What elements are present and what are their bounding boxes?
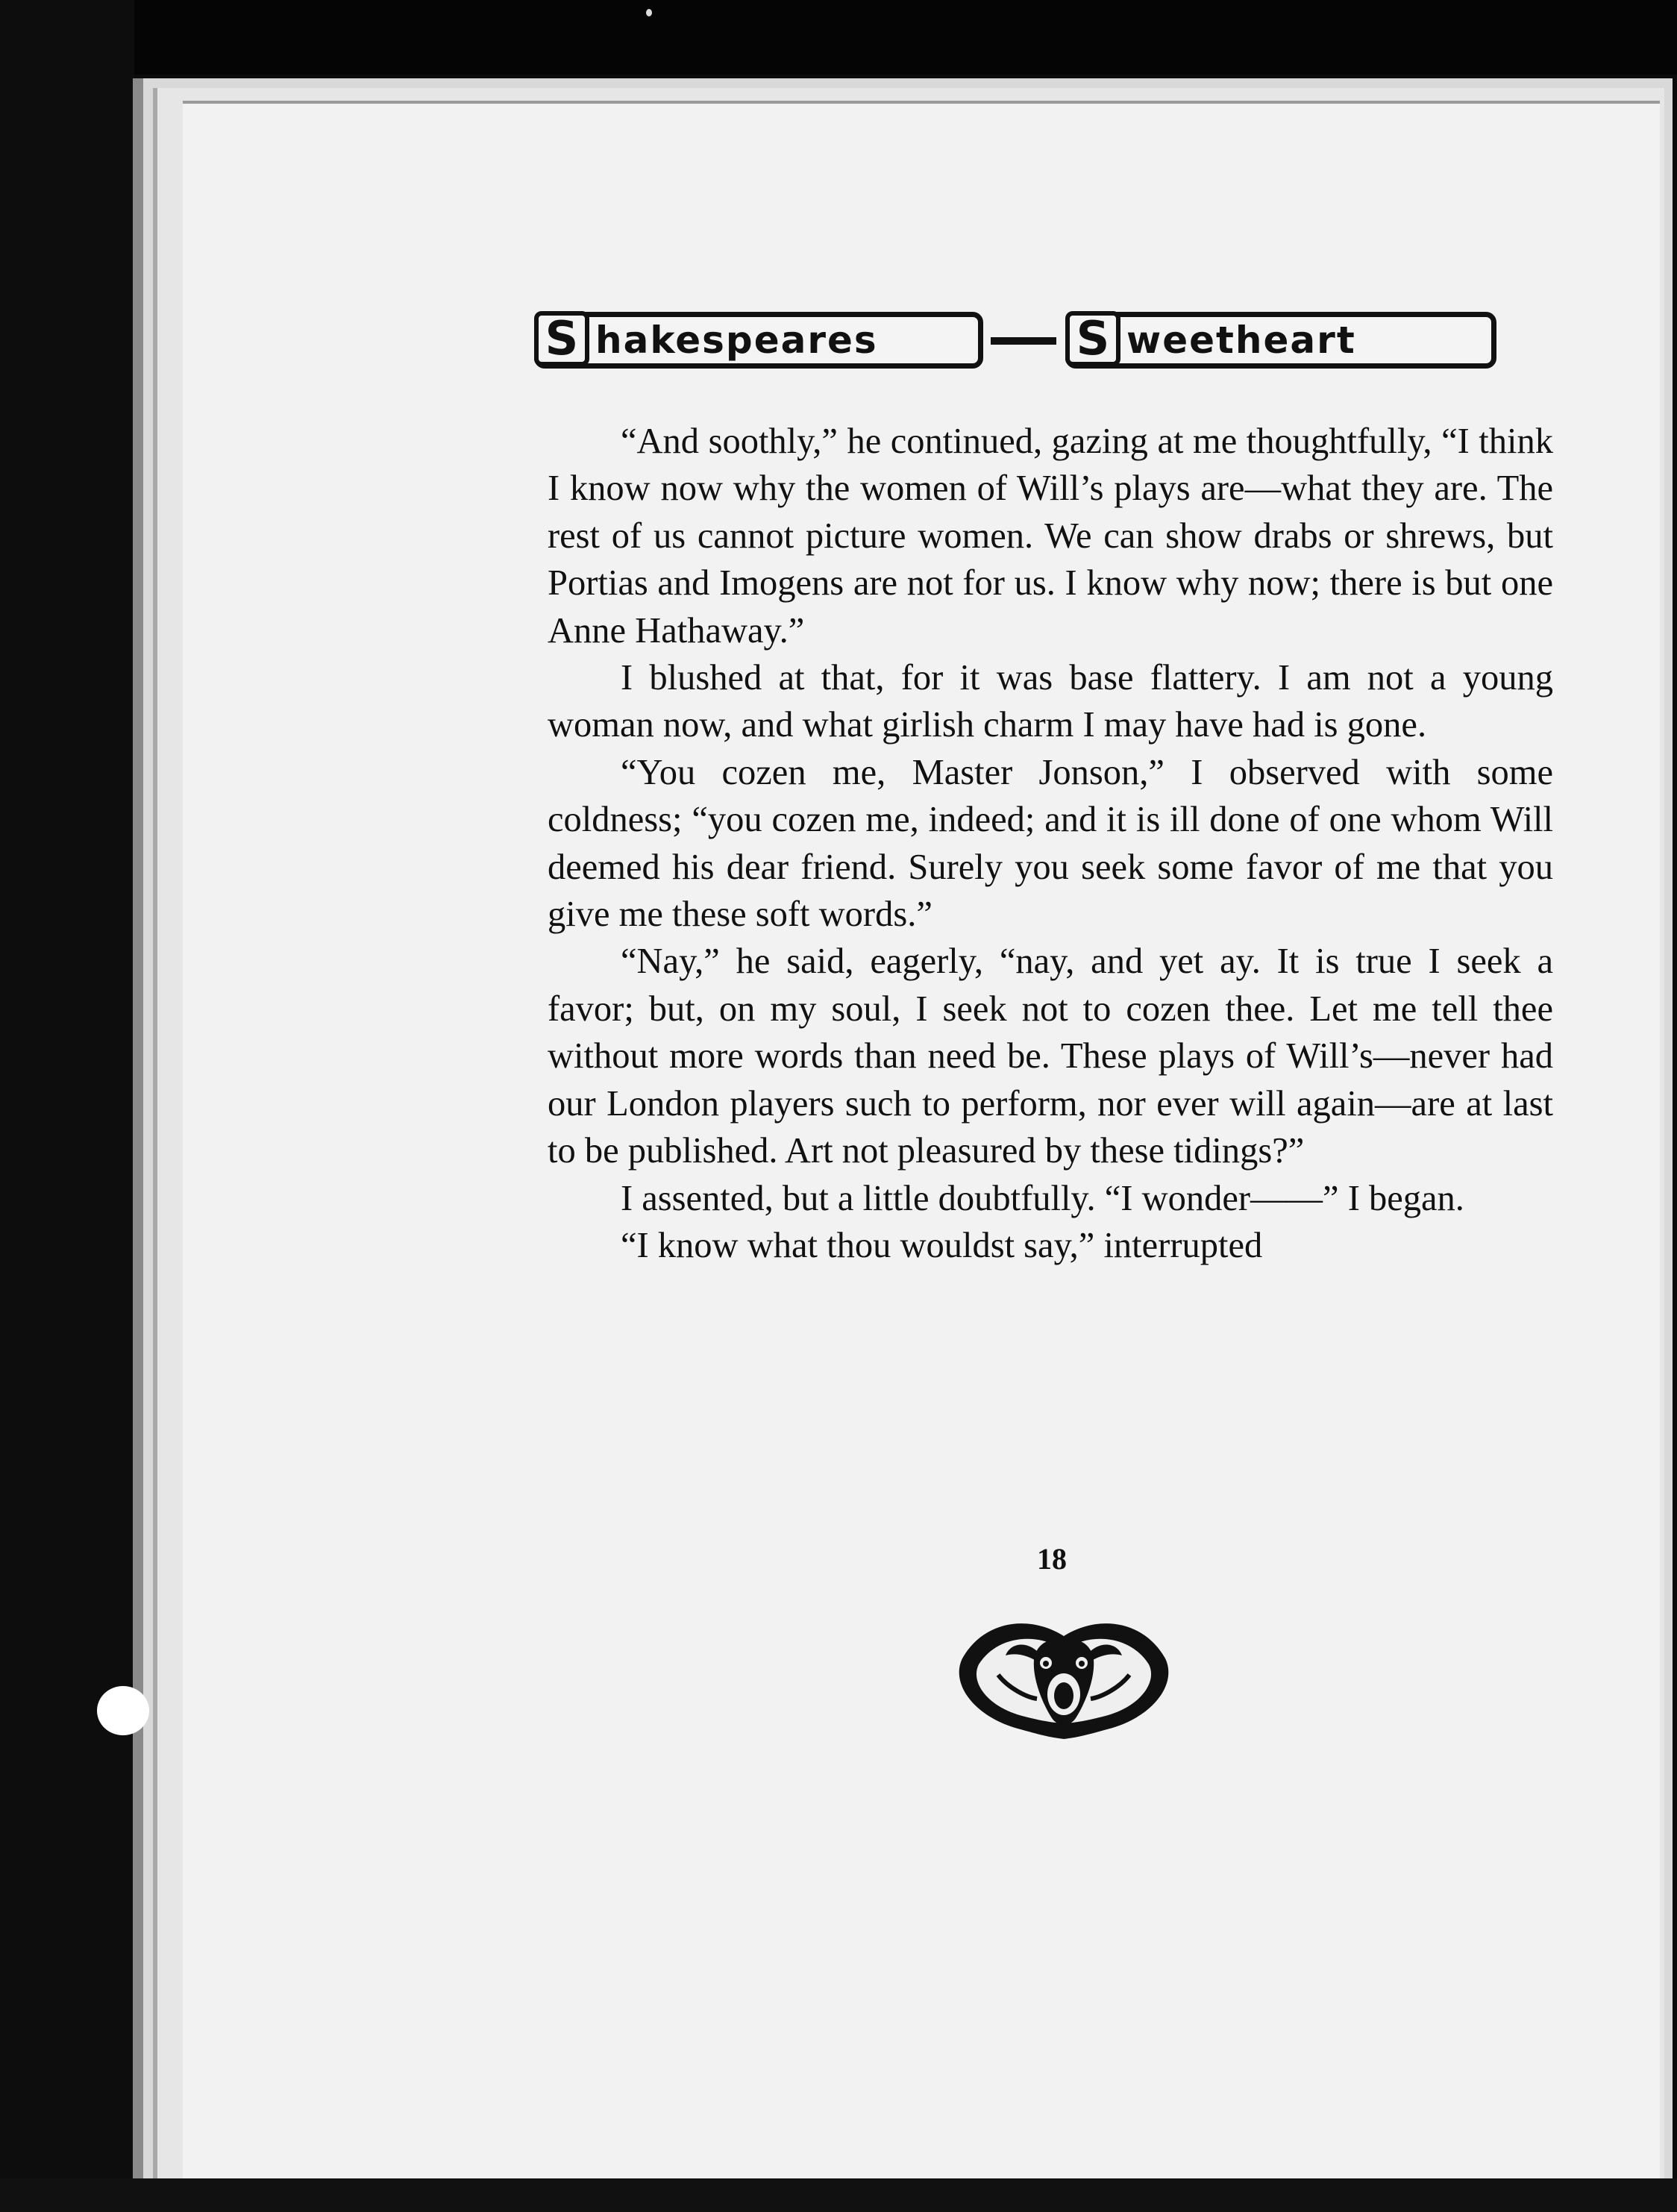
dust-speck	[646, 9, 652, 16]
paragraph: “You cozen me, Master Jonson,” I observed with some coldness; “you cozen me, indeed; and it is ill done of one whom Will deemed his dear friend. Surely you seek some favor of me that you give me these soft words.”	[548, 752, 1553, 935]
running-head-word-2	[1065, 312, 1496, 369]
scan-top-border	[0, 0, 1677, 75]
running-head	[534, 303, 1526, 385]
grotesque-mask-ornament-icon	[953, 1606, 1174, 1741]
running-head-initial-1: S	[534, 311, 589, 366]
page-number: 18	[1037, 1542, 1067, 1576]
body-text	[548, 418, 1553, 1269]
running-head-initial-2: S	[1065, 311, 1120, 366]
scan-bottom-border	[0, 2178, 1677, 2212]
running-head-word-1-rest: hakespeares	[595, 319, 878, 362]
paragraph: I blushed at that, for it was base flattery. I am not a young woman now, and what girlish charm I may have had is gone.	[548, 658, 1553, 745]
running-head-word-2-rest: weetheart	[1126, 319, 1356, 362]
running-head-word-1	[534, 312, 983, 369]
paragraph: “And soothly,” he continued, gazing at me thoughtfully, “I think I know now why the women of Will’s plays are—what they are. The rest of us cannot picture women. We can show drabs or shrews, but Portias and Imogens are not for us. I know why now; there is but one Anne Hathaway.”	[548, 422, 1553, 651]
paper-blemish	[97, 1686, 149, 1735]
running-head-dash	[991, 337, 1056, 345]
book-spine-edge	[0, 0, 134, 2212]
paragraph: “Nay,” he said, eagerly, “nay, and yet ay. It is true I seek a favor; but, on my soul, I seek not to cozen thee. Let me tell thee without more words than need be. These plays of Will’s—never had our London players such to perform, nor ever will again—are at last to be published. Art not pleasured by these tidings?”	[548, 941, 1553, 1171]
paragraph: “I know what thou wouldst say,” interrupted	[621, 1225, 1263, 1265]
paragraph: I assented, but a little doubtfully. “I wonder——” I began.	[621, 1178, 1464, 1218]
